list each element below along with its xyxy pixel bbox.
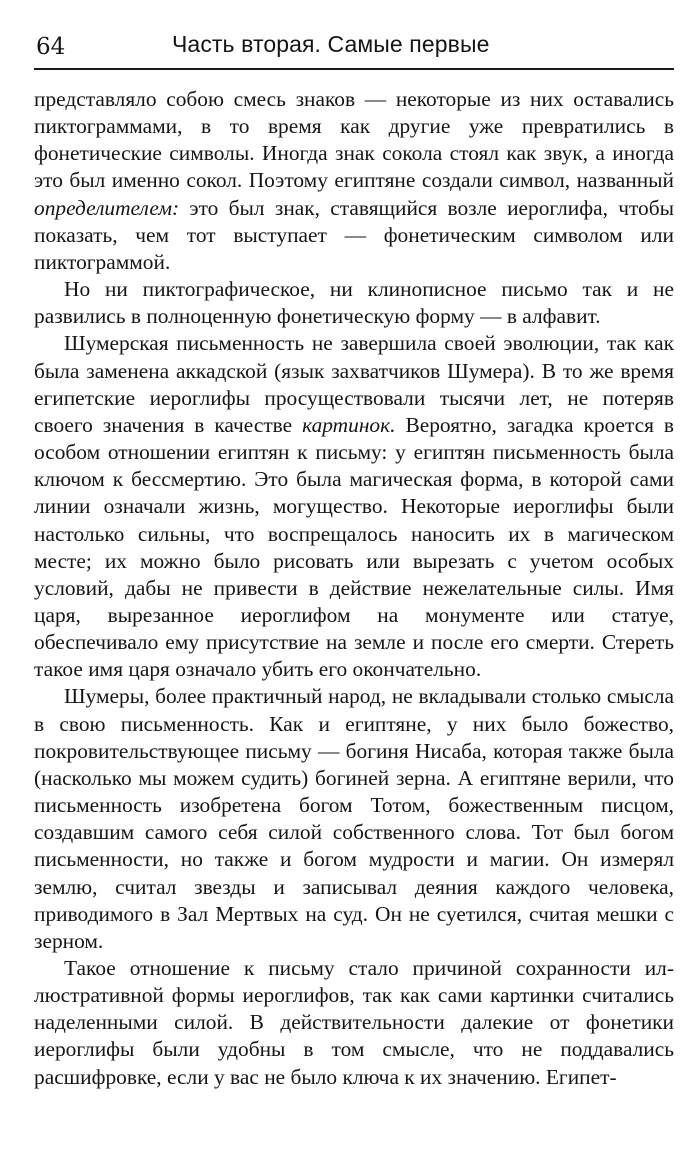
page-header [34,24,674,70]
paragraph-2: Но ни пиктографическое, ни клинописное письмо так и не развились в полноценную фонетическую форму — в алфавит. [34,277,674,329]
term-determinative: определителем: [34,195,180,220]
paragraph-4: Шумеры, более практичный народ, не вкладывали столько смысла в свою письменность. Как и египтяне, у них было божество, покровительствующее письму — богиня Нисаба, которая также была (насколько мы можем судить) богиней зерна. А египтяне верили, что письменность изобретена богом Тотом, божественным писцом, создавшим самого себя силой собственного слова. Тот был богом письменности, но также и богом мудрости и магии. Он измерял землю, считал звезды и записывал деяния каждого человека, приводимого в Зал Мертвых на суд. Он не суетился, считая мешки с зерном. [34,684,674,953]
running-title: Часть вторая. Самые первые [172,31,490,57]
page-number: 64 [36,34,66,60]
paragraph-5: Такое отношение к письму стало причиной сохранности иллюстративной формы иероглифов, так как сами картинки считались наделенными силой. В действительности далекие от фонетики иероглифы были удобны в том смысле, что не поддавались расшифровке, если у вас не было ключа к их значению. Египет- [34,956,674,1089]
body-text [34,86,674,1091]
paragraph-3: Шумерская письменность не завершила своей эволюции, так как была заменена аккадской (язык захватчиков Шумера). В то же время египетские иероглифы просуществовали тысячи лет, не потеряв своего значения в качестве картинок. Вероятно, загадка кроется в особом отношении египтян к письму: у египтян письменность была ключом к бессмертию. Это была магическая форма, в которой сами линии означали жизнь, могущество. Некоторые иероглифы были настолько сильны, что воспрещалось наносить их в магическом месте; их можно было рисовать или вырезать с учетом особых условий, дабы не привести в действие нежелательные силы. Имя царя, вырезанное иероглифом на монументе или статуе, обеспечивало ему присутствие на земле и после его смерти. Стереть такое имя царя означало убить его окончательно. [34,331,674,682]
term-pictures: картинок. [302,412,396,437]
paragraph-1: представляло собою смесь знаков — некоторые из них оставались пиктограммами, в то время как другие уже превратились в фонетические символы. Иногда знак сокола стоял как звук, а иногда это был именно сокол. Поэтому египтяне создали символ, названный определителем: это был знак, ставящийся возле иероглифа, чтобы показать, чем тот выступает — фонетическим символом или пиктограммой. [34,87,674,274]
